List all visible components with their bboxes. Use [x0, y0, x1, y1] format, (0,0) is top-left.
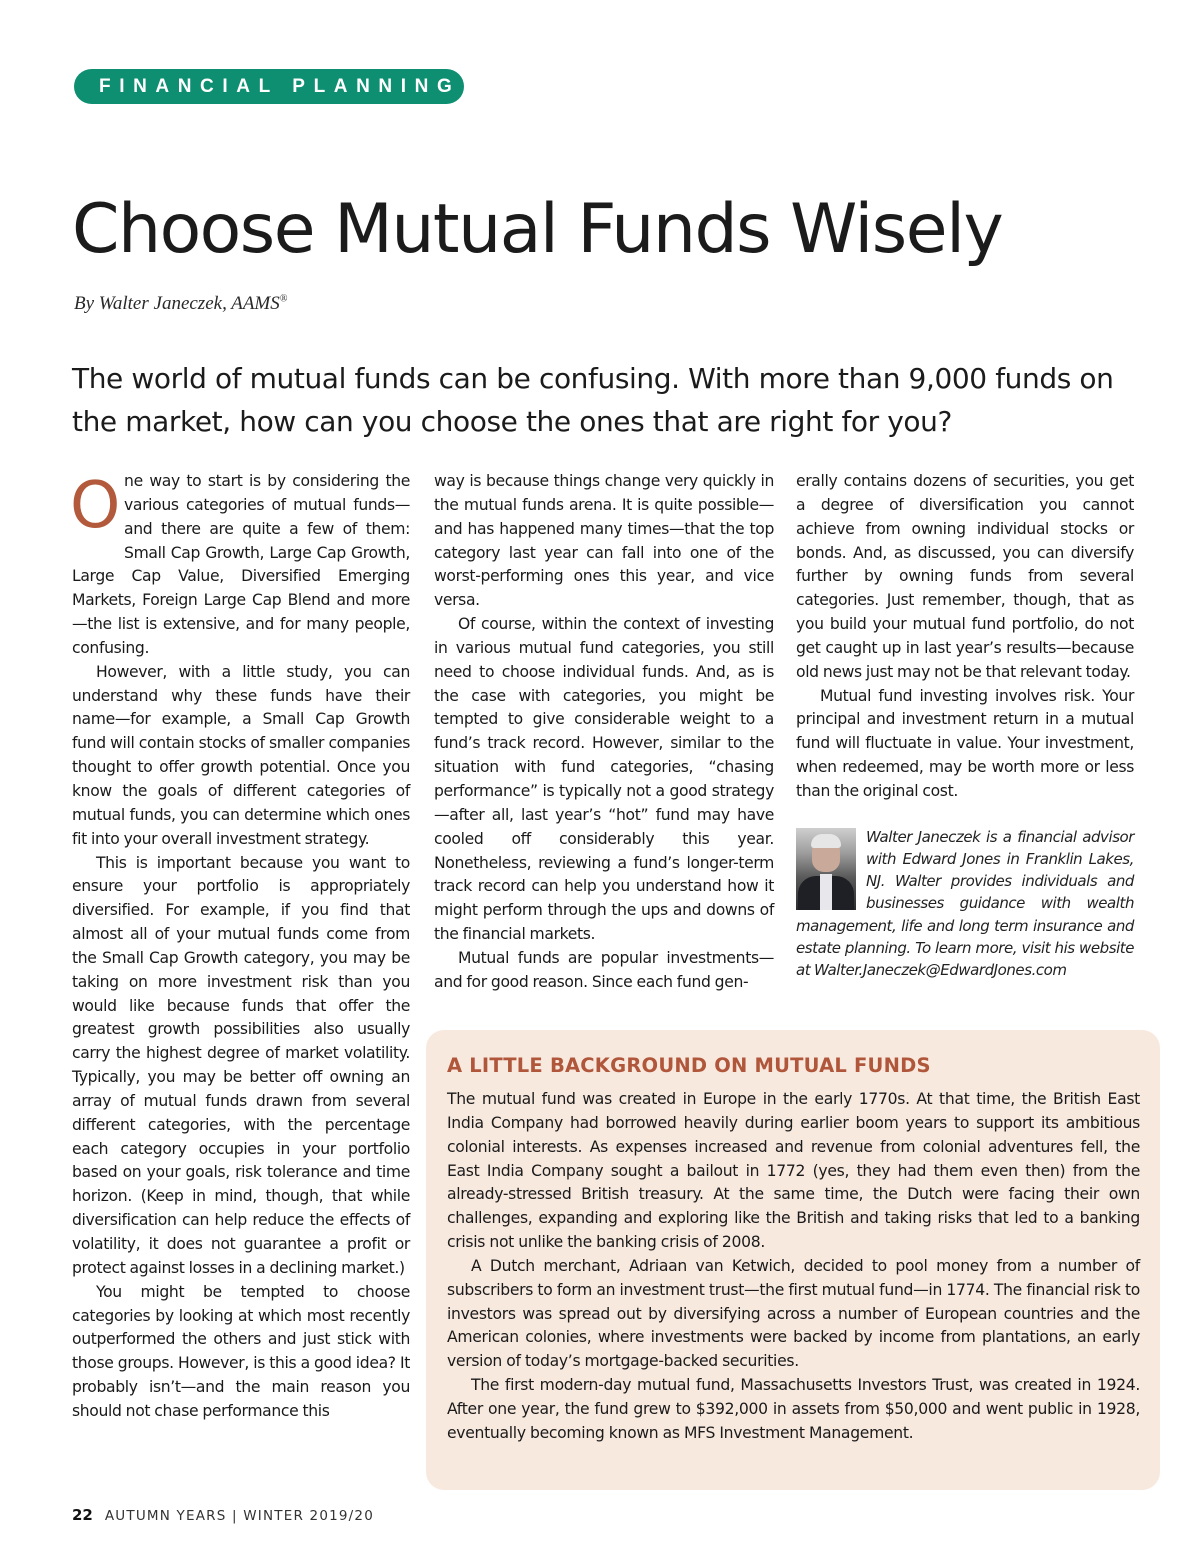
- drop-cap: O: [70, 469, 121, 543]
- page-footer: [72, 1506, 374, 1524]
- body-paragraph-6-end: erally contains dozens of securities, you get a degree of diversification you cannot achieve from owning individual stocks or bonds. And, as discussed, you can diversify further by owning funds from several categories. Just remember, though, that as you build your mutual fund portfolio, do not get caught up in last year’s results—because old news just may not be that relevant today.: [796, 472, 1134, 681]
- sidebar-paragraph-2: A Dutch merchant, Adriaan van Ketwich, decided to pool money from a number of subscribers to form an investment trust—the first mutual fund—in 1774. The financial risk to investors was spread out by diversifying across a number of European countries and the American colonies, where investments were backed by income from plantations, an early version of today’s mortgage-backed securities.: [447, 1256, 1140, 1371]
- page-number: 22: [72, 1506, 93, 1524]
- body-paragraph-1-text: ne way to start is by considering the various categories of mutual funds—and there are quite a few of them: Small Cap Growth, Large Cap Growth, Large Cap Value, Diversified Emerging Markets, Foreign Large Cap Blend and more—the list is extensive, and for many people, confusing.: [72, 472, 410, 657]
- byline: [74, 293, 287, 315]
- body-paragraph-1: [72, 470, 410, 661]
- body-paragraph-5: Of course, within the context of investing in various mutual fund categories, you still need to choose individual funds. And, as is the case with categories, you might be tempted to give considerable weight to a fund’s track record. However, similar to the situation with fund categories, “chasing performance” is typically not a good strategy—after all, last year’s “hot” fund may have cooled off considerably this year. Nonetheless, reviewing a fund’s longer-term track record can help you understand how it might perform through the ups and downs of the financial markets.: [434, 615, 774, 944]
- body-column-1: [72, 470, 410, 1424]
- article-title: Choose Mutual Funds Wisely: [72, 190, 1003, 269]
- body-paragraph-6-start: Mutual funds are popular investments—and for good reason. Since each fund gen-: [434, 948, 774, 991]
- sidebar-box: [426, 1030, 1160, 1490]
- registered-mark: ®: [279, 293, 288, 305]
- sidebar-title: A LITTLE BACKGROUND ON MUTUAL FUNDS: [447, 1054, 931, 1077]
- author-photo-hair: [811, 834, 841, 848]
- body-paragraph-2: However, with a little study, you can understand why these funds have their name—for example, a Small Cap Growth fund will contain stocks of smaller companies thought to offer growth potential. Once you know the goals of different categories of mutual funds, you can determine which ones fit into your overall investment strategy.: [72, 662, 410, 848]
- sidebar-paragraph-1: The mutual fund was created in Europe in the early 1770s. At that time, the British East India Company had borrowed heavily during earlier boom years to support its ambitious colonial interests. As expenses increased and revenue from colonial adventures fell, the East India Company sought a bailout in 1772 (yes, they had them even then) from the already-stressed British treasury. At the same time, the Dutch were facing their own challenges, expanding and exploring like the British and taking risks that led to a banking crisis not unlike the banking crisis of 2008.: [447, 1090, 1140, 1252]
- article-deck: The world of mutual funds can be confusing. With more than 9,000 funds on the market, how can you choose the ones that are right for you?: [72, 362, 1114, 438]
- author-photo: [796, 828, 856, 910]
- section-tag: FINANCIAL PLANNING: [74, 69, 464, 104]
- body-paragraph-7: Mutual fund investing involves risk. Your principal and investment return in a mutual fund will fluctuate in value. Your investment, when redeemed, may be worth more or less than the original cost.: [796, 686, 1134, 800]
- body-column-2: [434, 470, 774, 995]
- sidebar-body: [447, 1088, 1140, 1446]
- byline-text: By Walter Janeczek, AAMS: [74, 293, 280, 314]
- body-column-3: [796, 470, 1134, 981]
- author-bio: [796, 826, 1134, 981]
- author-bio-text: Walter Janeczek is a financial advisor with Edward Jones in Franklin Lakes, NJ. Walter provides individuals and businesses guidance with wealth management, life and long term insurance and estate planning. To learn more, visit his website at Walter.Janeczek@EdwardJones.com: [796, 827, 1134, 980]
- body-paragraph-4-start: You might be tempted to choose categories by looking at which most recently outperformed the others and just stick with those groups. However, is this a good idea? It probably isn’t—and the main reason you should not chase performance this: [72, 1282, 410, 1420]
- sidebar-paragraph-3: The first modern-day mutual fund, Massachusetts Investors Trust, was created in 1924. After one year, the fund grew to $392,000 in assets from $50,000 and went public in 1928, eventually becoming known as MFS Investment Management.: [447, 1376, 1140, 1442]
- body-paragraph-4-end: way is because things change very quickly in the mutual funds arena. It is quite possible—and has happened many times—that the top category last year can fall into one of the worst-performing ones this year, and vice versa.: [434, 472, 774, 610]
- body-paragraph-3: This is important because you want to ensure your portfolio is appropriately diversified. For example, if you find that almost all of your mutual funds come from the Small Cap Growth category, you may be taking on more investment risk than you would like because funds that offer the greatest growth possibilities also usually carry the highest degree of market volatility. Typically, you may be better off owning an array of mutual funds drawn from several different categories, with the percentage each category occupies in your portfolio based on your goals, risk tolerance and time horizon. (Keep in mind, though, that while diversification can help reduce the effects of volatility, it does not guarantee a profit or protect against losses in a declining market.): [72, 853, 410, 1277]
- publication-line: AUTUMN YEARS | WINTER 2019/20: [104, 1508, 375, 1524]
- author-photo-shirt: [820, 874, 832, 910]
